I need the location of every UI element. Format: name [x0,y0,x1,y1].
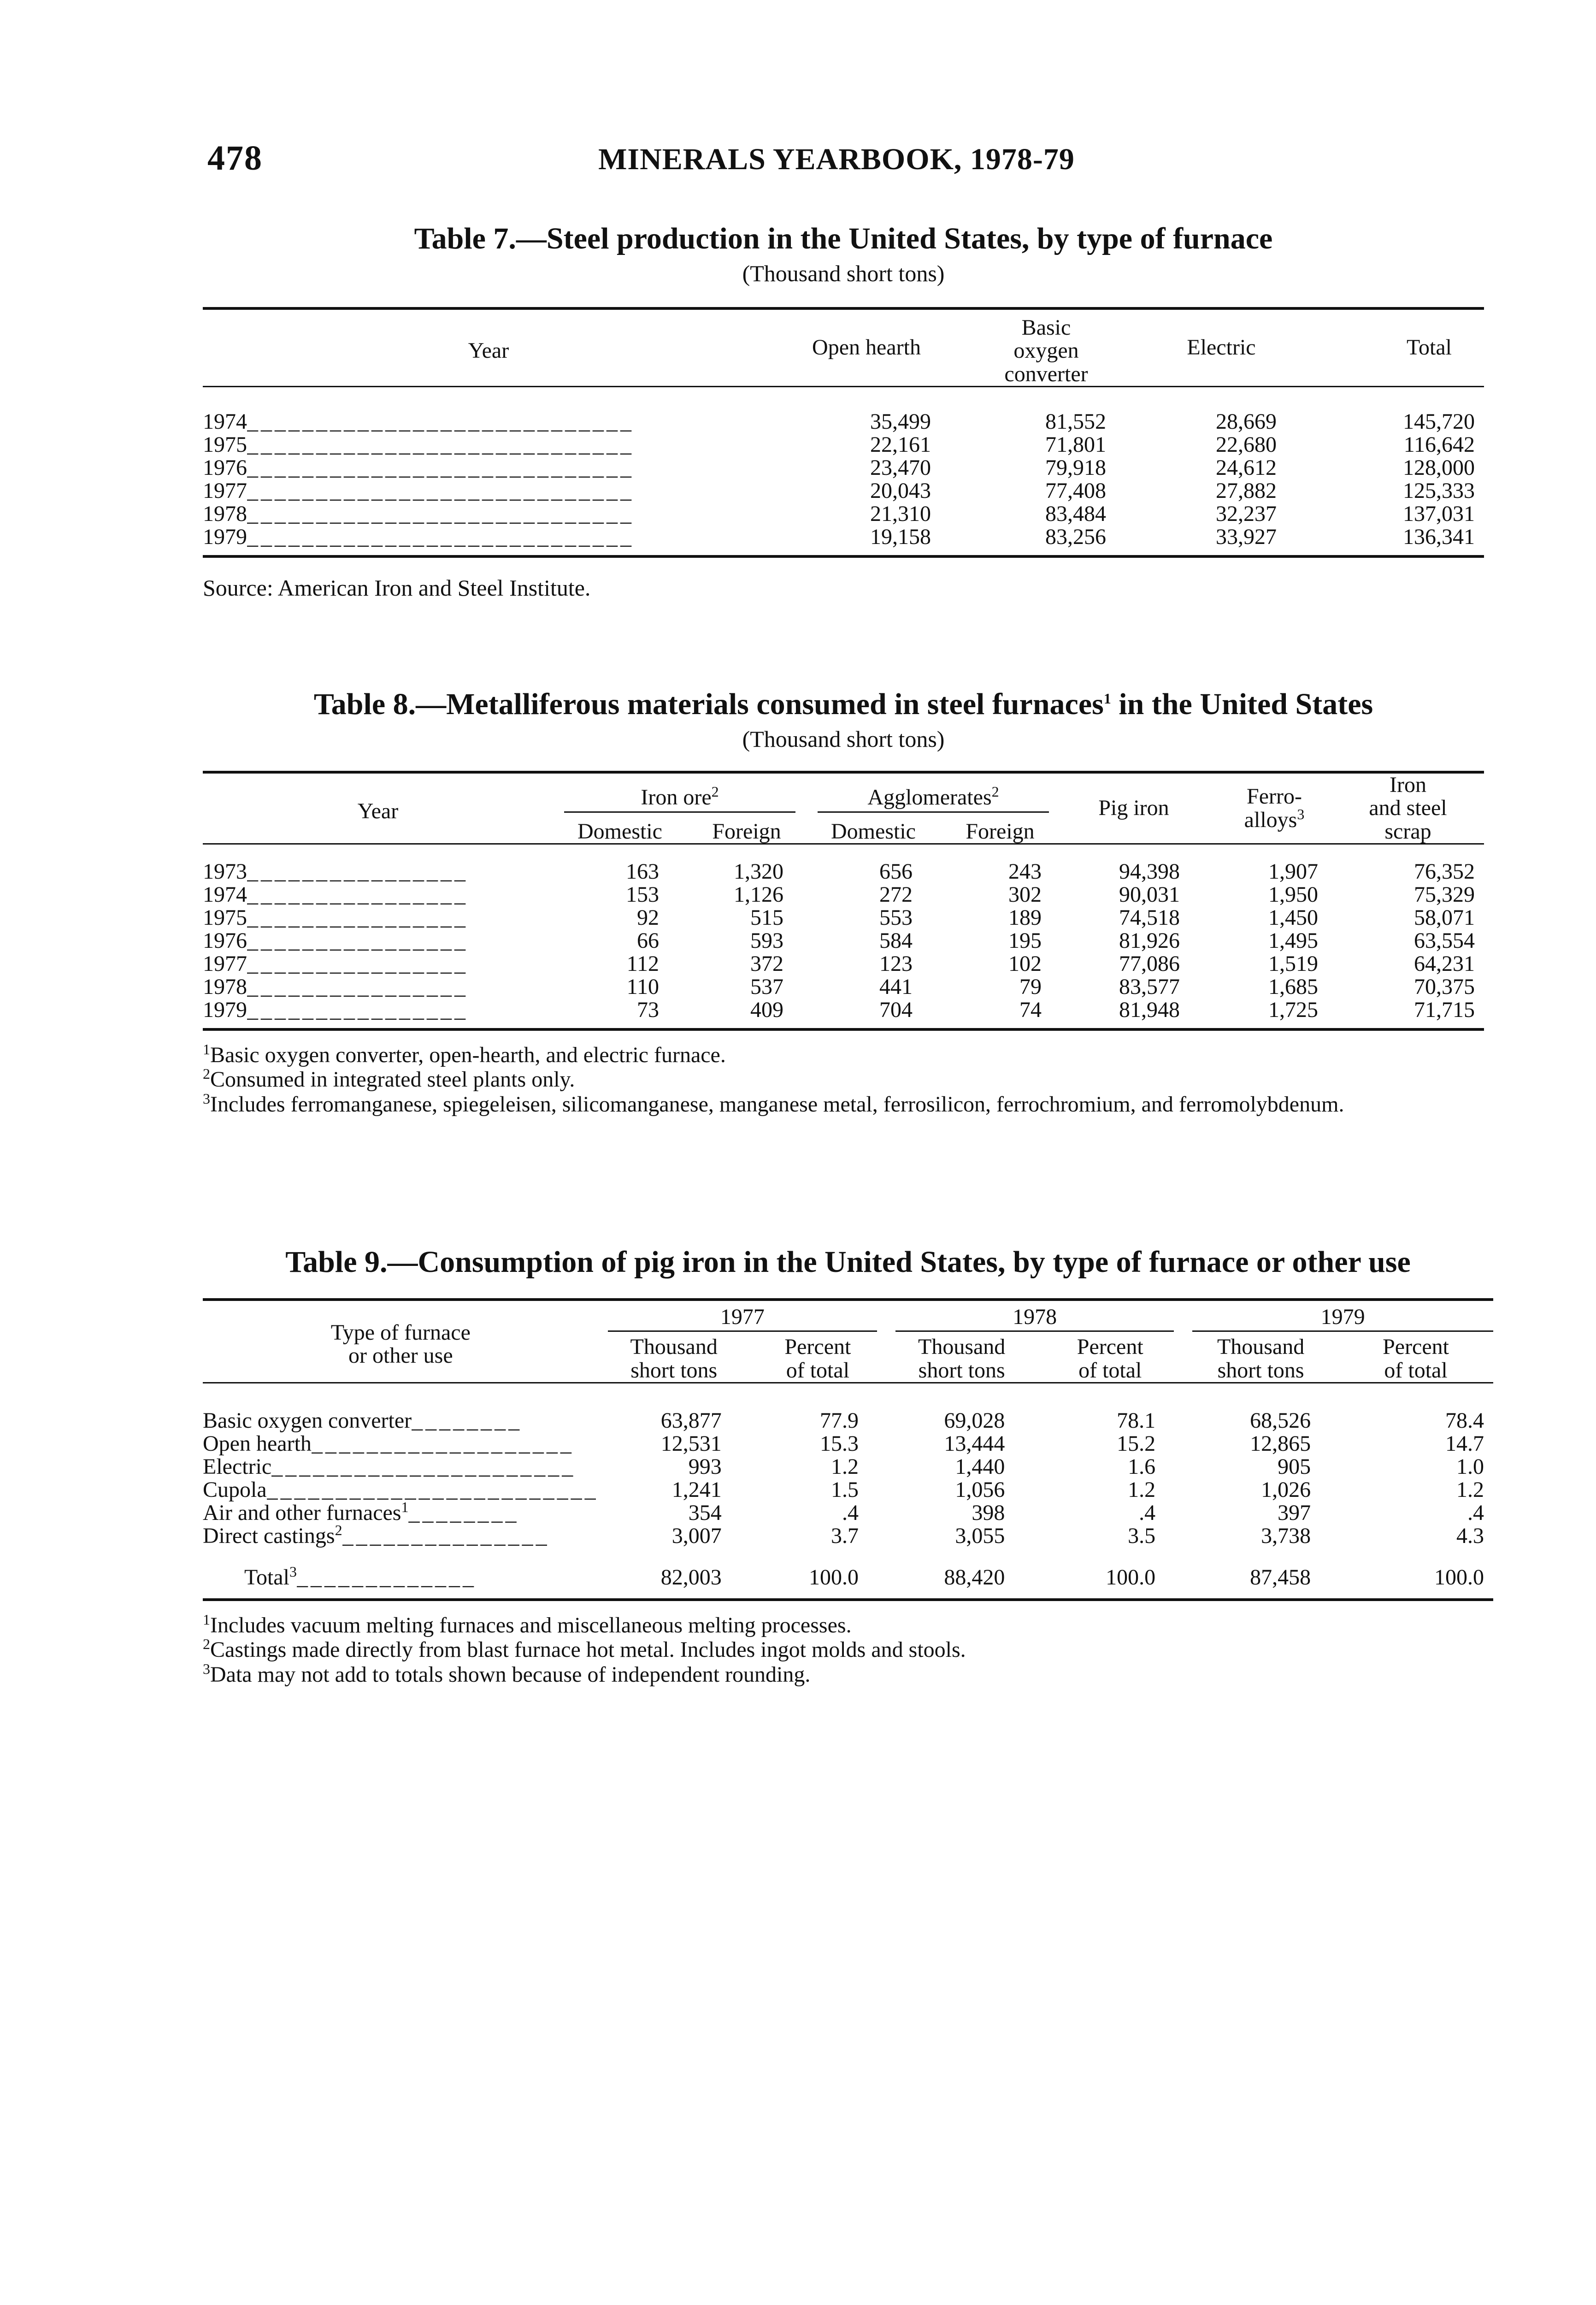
footnote: $^3$Includes ferromanganese, spiegeleisen, silicomanganese, manganese metal, ferrosilicon, ferrochromium, and ferromolybdenum. [203,1090,1344,1117]
table-cell: 656 [879,859,913,884]
table-row [203,1501,1493,1525]
col-iron-steel-scrap: Iron and steel scrap [1369,773,1447,844]
table-row [203,906,1484,929]
table-cell: 3,055 [955,1523,1005,1548]
table-cell: 32,237 [1216,501,1277,526]
table-9-grid [203,1298,1493,1589]
col-agglomerates-foreign: Foreign [966,819,1035,844]
table-cell: 905 [1278,1454,1311,1479]
table-cell: 243 [1008,859,1042,884]
table-cell: 12,531 [660,1431,722,1456]
col-group-1979: 1979 [1183,1300,1493,1332]
table-cell: 15.3 [820,1431,859,1456]
table-cell: 73 [637,997,659,1022]
table-cell: 515 [750,905,783,930]
table-cell: 81,948 [1119,997,1180,1022]
table-row [203,860,1484,883]
row-label: 1976________________ [203,929,468,952]
dot-leader: ________________________ [266,1478,599,1501]
table-cell: 90,031 [1119,882,1180,907]
table-cell: 79 [1019,974,1042,999]
table-cell: 75,329 [1414,882,1475,907]
table-7 [203,221,1484,601]
col-iron-ore-domestic: Domestic [577,819,662,844]
table-cell: 409 [750,997,783,1022]
table-cell: 1,495 [1268,928,1318,953]
table-cell: .4 [1467,1500,1484,1525]
table-cell: 102 [1008,951,1042,976]
table-8 [203,687,1484,1117]
table-cell: 77.9 [820,1408,859,1433]
table-row [203,1409,1493,1432]
table-cell: 3,007 [671,1523,722,1548]
table-cell: 1,126 [734,882,783,907]
table-cell: 71,801 [1045,432,1106,457]
table-cell: 87,458 [1250,1565,1311,1590]
table-cell: 100.0 [1106,1565,1156,1590]
row-label: Basic oxygen converter________ [203,1409,523,1433]
table-row [203,1455,1493,1478]
table-cell: 272 [879,882,913,907]
table-cell: 83,577 [1119,974,1180,999]
table-cell: 94,398 [1119,859,1180,884]
page-header [184,138,1489,180]
dot-leader: ________________ [247,883,468,906]
row-label: 1973________________ [203,860,468,884]
table-cell: 28,669 [1216,409,1277,434]
dot-leader: ____________________________ [247,410,634,434]
table-cell: 24,612 [1216,455,1277,480]
table-cell: 21,310 [870,501,931,526]
table-row [203,1432,1493,1455]
table-cell: 398 [972,1500,1005,1525]
table-8-grid [203,771,1484,1022]
dot-leader: ________________ [247,998,468,1022]
dot-leader: ________ [412,1409,523,1433]
table-cell: 1.2 [831,1454,859,1479]
table-cell: 4.3 [1456,1523,1484,1548]
col-type-of-furnace: Type of furnace or other use [330,1320,471,1368]
table-cell: 23,470 [870,455,931,480]
table-cell: 64,231 [1414,951,1475,976]
table-cell: 110 [626,974,659,999]
row-label: 1976____________________________ [203,456,634,479]
table-cell: 58,071 [1414,905,1475,930]
row-label: 1978____________________________ [203,502,634,526]
footnote: $^3$Data may not add to totals shown because of independent rounding. [203,1661,811,1687]
col-group-iron-ore: Iron ore$^2$ [553,772,807,813]
page-number: 478 [207,139,263,177]
table-cell: 1.6 [1128,1454,1156,1479]
table-cell: 128,000 [1403,455,1475,480]
table-cell: 1,950 [1268,882,1318,907]
table-row [203,479,1484,502]
table-cell: 19,158 [870,524,931,549]
col-group-1978: 1978 [886,1300,1183,1332]
row-label: Direct castings$^2$_______________ [203,1524,550,1548]
row-label: Electric______________________ [203,1455,576,1478]
dot-leader: _____________ [296,1566,477,1589]
table-cell: 537 [750,974,783,999]
table-7-grid [203,307,1484,549]
row-label: 1977________________ [203,952,468,975]
col-1977-thousand-short-tons: Thousand short tons [630,1335,718,1383]
table-row [203,502,1484,526]
table-row [203,975,1484,999]
table-cell: 63,877 [660,1408,722,1433]
table-cell: 81,552 [1045,409,1106,434]
row-label: 1977____________________________ [203,479,634,502]
footnote: $^2$Consumed in integrated steel plants only. [203,1065,575,1092]
dot-leader: ________________ [247,975,468,999]
table-9-footnotes [203,1613,1493,1687]
table-cell: 116,642 [1403,432,1475,457]
table-cell: 145,720 [1403,409,1475,434]
table-7-title: Table 7.—Steel production in the United States, by type of furnace [414,222,1273,255]
row-label: Total$^3$_____________ [244,1566,477,1589]
col-1978-thousand-short-tons: Thousand short tons [918,1335,1006,1383]
table-cell: 76,352 [1414,859,1475,884]
table-cell: 14.7 [1445,1431,1484,1456]
row-label: 1978________________ [203,975,468,999]
col-ferroalloys: Ferro- alloys$^3$ [1244,784,1305,832]
row-label: Open hearth___________________ [203,1432,574,1455]
footnote: $^2$Castings made directly from blast furnace hot metal. Includes ingot molds and stools. [203,1636,966,1662]
col-pig-iron: Pig iron [1098,796,1169,821]
table-cell: 33,927 [1216,524,1277,549]
table-cell: 22,161 [870,432,931,457]
col-1979-thousand-short-tons: Thousand short tons [1217,1335,1305,1383]
col-year: Year [468,338,509,363]
dot-leader: ____________________________ [247,525,634,549]
running-head: MINERALS YEARBOOK, 1978-79 [598,142,1075,176]
row-label: 1974________________ [203,883,468,906]
col-group-1977: 1977 [599,1300,886,1332]
dot-leader: ______________________ [271,1455,576,1478]
total-row [203,1566,1493,1589]
table-cell: 35,499 [870,409,931,434]
table-cell: 112 [626,951,659,976]
col-year: Year [357,799,399,824]
col-1978-percent-of-total: Percent of total [1077,1335,1143,1383]
row-label: Air and other furnaces$^1$________ [203,1501,519,1525]
col-electric: Electric [1187,335,1256,360]
table-cell: 1.2 [1128,1477,1156,1502]
table-cell: 83,256 [1045,524,1106,549]
table-cell: .4 [1139,1500,1156,1525]
table-cell: 82,003 [660,1565,722,1590]
col-total: Total [1407,335,1452,360]
col-1977-percent-of-total: Percent of total [784,1335,851,1383]
table-7-source: Source: American Iron and Steel Institute. [203,574,591,601]
table-cell: 1,725 [1268,997,1318,1022]
table-cell: 12,865 [1250,1431,1311,1456]
table-cell: 78.1 [1117,1408,1156,1433]
col-1979-percent-of-total: Percent of total [1383,1335,1449,1383]
table-row [203,526,1484,549]
row-label: 1979____________________________ [203,525,634,549]
table-cell: 372 [750,951,783,976]
table-cell: 79,918 [1045,455,1106,480]
footnote: $^1$Basic oxygen converter, open-hearth, and electric furnace. [203,1040,726,1067]
table-cell: 3.5 [1128,1523,1156,1548]
table-cell: 1,241 [671,1477,722,1502]
table-cell: 1,907 [1268,859,1318,884]
table-cell: 1,320 [734,859,783,884]
table-cell: 88,420 [944,1565,1005,1590]
table-cell: 1.5 [831,1477,859,1502]
table-row [203,1478,1493,1501]
table-9 [203,1245,1493,1687]
table-cell: 153 [626,882,659,907]
table-cell: 3.7 [831,1523,859,1548]
table-cell: 1,519 [1268,951,1318,976]
table-cell: 3,738 [1261,1523,1311,1548]
table-cell: 1,440 [955,1454,1005,1479]
dot-leader: ________________ [247,860,468,884]
dot-leader: ____________________________ [247,433,634,456]
table-cell: 584 [879,928,913,953]
row-label: 1975________________ [203,906,468,929]
table-cell: 1,026 [1261,1477,1311,1502]
table-cell: 63,554 [1414,928,1475,953]
table-cell: 1.0 [1456,1454,1484,1479]
table-cell: 74 [1019,997,1042,1022]
table-cell: 441 [879,974,913,999]
table-cell: 15.2 [1117,1431,1156,1456]
dot-leader: ________________ [247,952,468,975]
table-8-subtitle: (Thousand short tons) [742,726,945,752]
table-cell: 81,926 [1119,928,1180,953]
table-cell: 68,526 [1250,1408,1311,1433]
table-cell: 74,518 [1119,905,1180,930]
table-cell: 123 [879,951,913,976]
table-9-title: Table 9.—Consumption of pig iron in the United States, by type of furnace or other use [285,1245,1411,1279]
table-cell: 397 [1278,1500,1311,1525]
table-row [203,952,1484,975]
table-8-footnotes [203,1040,1484,1117]
table-cell: 163 [626,859,659,884]
table-cell: 1,056 [955,1477,1005,1502]
table-cell: 100.0 [809,1565,859,1590]
table-cell: 66 [637,928,659,953]
table-cell: 136,341 [1403,524,1475,549]
footnote: $^1$Includes vacuum melting furnaces and miscellaneous melting processes. [203,1611,852,1637]
table-cell: 78.4 [1445,1408,1484,1433]
table-cell: 27,882 [1216,478,1277,503]
table-row [203,433,1484,456]
table-cell: 1,685 [1268,974,1318,999]
table-cell: 993 [688,1454,722,1479]
table-cell: 77,408 [1045,478,1106,503]
dot-leader: ____________________________ [247,479,634,502]
table-cell: 22,680 [1216,432,1277,457]
table-cell: 593 [750,928,783,953]
table-row [203,929,1484,952]
table-cell: 13,444 [944,1431,1005,1456]
table-cell: 137,031 [1403,501,1475,526]
dot-leader: _______________ [342,1524,550,1548]
table-cell: 553 [879,905,913,930]
dot-leader: ____________________________ [247,456,634,479]
table-cell: 71,715 [1414,997,1475,1022]
table-cell: 704 [879,997,913,1022]
table-row [203,410,1484,433]
table-cell: 125,333 [1403,478,1475,503]
col-basic-oxygen-converter: Basic oxygen converter [1004,315,1088,386]
table-row [203,883,1484,906]
col-agglomerates-domestic: Domestic [831,819,916,844]
col-group-agglomerates: Agglomerates$^2$ [807,772,1060,813]
row-label: 1975____________________________ [203,433,634,456]
row-label: 1979________________ [203,998,468,1022]
col-iron-ore-foreign: Foreign [712,819,781,844]
table-cell: 100.0 [1434,1565,1484,1590]
table-cell: 1,450 [1268,905,1318,930]
table-cell: 70,375 [1414,974,1475,999]
table-cell: .4 [842,1500,859,1525]
table-8-title: Table 8.—Metalliferous materials consumed in steel furnaces$^1$ in the United States [313,687,1373,721]
dot-leader: ____________________________ [247,502,634,526]
table-cell: 20,043 [870,478,931,503]
table-cell: 92 [637,905,659,930]
table-cell: 189 [1008,905,1042,930]
dot-leader: ___________________ [311,1432,574,1455]
table-cell: 1.2 [1456,1477,1484,1502]
dot-leader: ________ [408,1501,519,1525]
table-cell: 195 [1008,928,1042,953]
table-row [203,999,1484,1022]
table-cell: 302 [1008,882,1042,907]
dot-leader: ________________ [247,929,468,952]
dot-leader: ________________ [247,906,468,929]
row-label: 1974____________________________ [203,410,634,434]
col-open-hearth: Open hearth [812,335,921,360]
table-cell: 77,086 [1119,951,1180,976]
table-row [203,1525,1493,1548]
table-cell: 83,484 [1045,501,1106,526]
table-7-subtitle: (Thousand short tons) [742,260,945,286]
row-label: Cupola________________________ [203,1478,599,1501]
table-row [203,456,1484,479]
table-cell: 354 [688,1500,722,1525]
table-cell: 69,028 [944,1408,1005,1433]
